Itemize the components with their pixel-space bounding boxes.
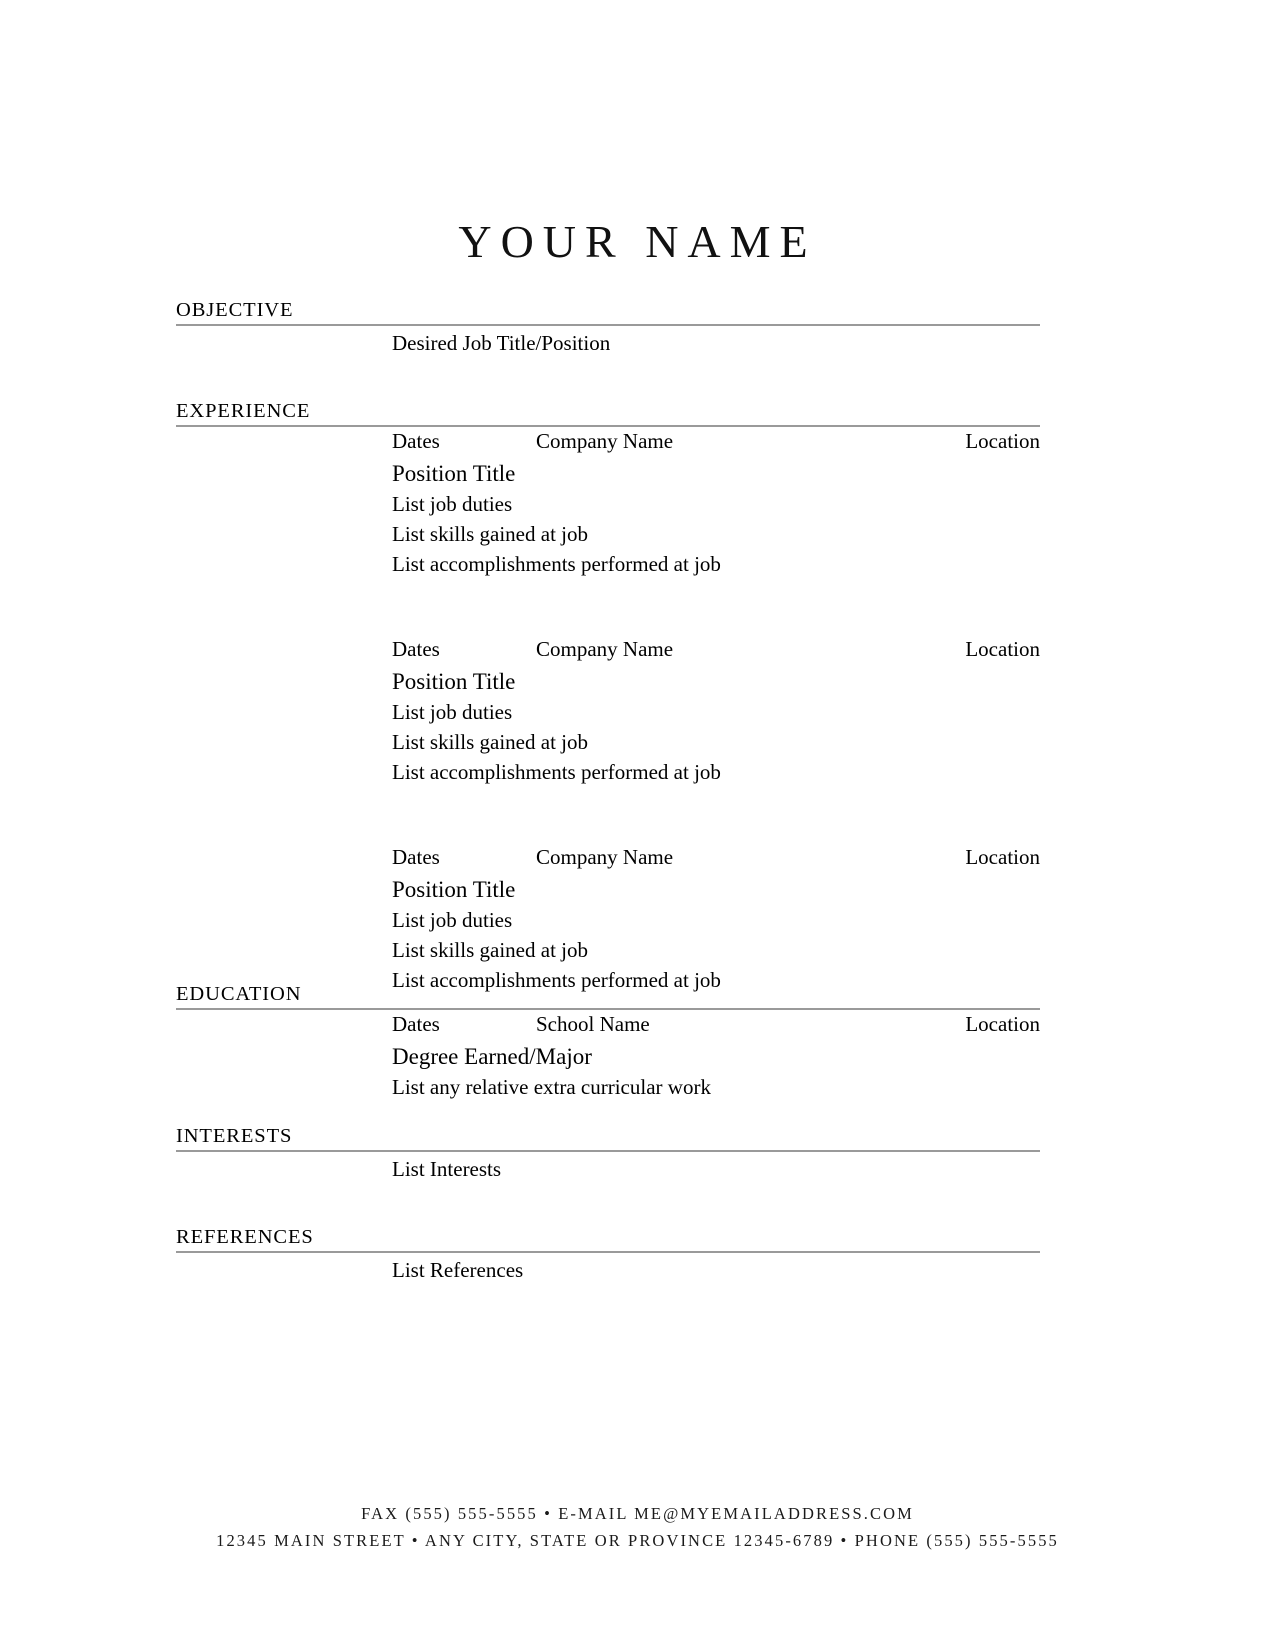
entry-detail-line: List accomplishments performed at job (392, 759, 721, 784)
footer-line-fax-email: FAX (555) 555-5555 • E-MAIL ME@MYEMAILADDRESS.COM (361, 1504, 914, 1523)
entry (392, 1012, 1040, 1102)
entry-dates: Dates (392, 1011, 440, 1036)
entry-title: Degree Earned/Major (392, 1043, 592, 1069)
entry (392, 1255, 1040, 1285)
entry-detail-line: List skills gained at job (392, 937, 588, 962)
entry-header-row (392, 845, 1040, 875)
section-experience (176, 401, 1040, 995)
footer-line-address-phone: 12345 MAIN STREET • ANY CITY, STATE OR PROVINCE 12345-6789 • PHONE (555) 555-5555 (216, 1531, 1059, 1550)
section-heading: EDUCATION (176, 983, 302, 1005)
entry (392, 429, 1040, 579)
entry-detail-line: Desired Job Title/Position (392, 330, 611, 355)
entry-detail-line: List accomplishments performed at job (392, 551, 721, 576)
entry-header-row (392, 637, 1040, 667)
section-divider (176, 1008, 1040, 1010)
entry-detail-line: List accomplishments performed at job (392, 967, 721, 992)
section-divider (176, 324, 1040, 326)
entry-organization: Company Name (536, 636, 674, 661)
entry-organization: Company Name (536, 844, 674, 869)
entry-location: Location (965, 428, 1040, 453)
entry-title: Position Title (392, 876, 516, 902)
section-divider (176, 1251, 1040, 1253)
entry-organization: School Name (536, 1011, 650, 1036)
entry-dates: Dates (392, 636, 440, 661)
entry-detail-line: List skills gained at job (392, 521, 588, 546)
entry-location: Location (965, 844, 1040, 869)
entry-detail-line: List Interests (392, 1156, 502, 1181)
entry-detail-line: List skills gained at job (392, 729, 588, 754)
section-education (176, 984, 1040, 1102)
entry-detail-line: List job duties (392, 907, 513, 932)
entry-header-row (392, 429, 1040, 459)
entry (392, 637, 1040, 787)
entry-detail-line: List job duties (392, 491, 513, 516)
section-divider (176, 425, 1040, 427)
entry-location: Location (965, 1011, 1040, 1036)
entry (392, 1154, 1040, 1184)
footer-contact (0, 1500, 1275, 1554)
entry-detail-line: List job duties (392, 699, 513, 724)
section-interests (176, 1126, 1040, 1184)
entry-location: Location (965, 636, 1040, 661)
entry-title: Position Title (392, 460, 516, 486)
section-heading: REFERENCES (176, 1226, 314, 1248)
entry-detail-line: List any relative extra curricular work (392, 1074, 711, 1099)
entry (392, 845, 1040, 995)
section-heading: EXPERIENCE (176, 400, 311, 422)
entry-header-row (392, 1012, 1040, 1042)
section-objective (176, 300, 1040, 358)
entry-detail-line: List References (392, 1257, 524, 1282)
page-title: YOUR NAME (458, 215, 817, 267)
section-divider (176, 1150, 1040, 1152)
entry-organization: Company Name (536, 428, 674, 453)
entry-dates: Dates (392, 428, 440, 453)
section-references (176, 1227, 1040, 1285)
section-heading: INTERESTS (176, 1125, 293, 1147)
entry-dates: Dates (392, 844, 440, 869)
entry-title: Position Title (392, 668, 516, 694)
section-heading: OBJECTIVE (176, 299, 294, 321)
entry (392, 328, 1040, 358)
